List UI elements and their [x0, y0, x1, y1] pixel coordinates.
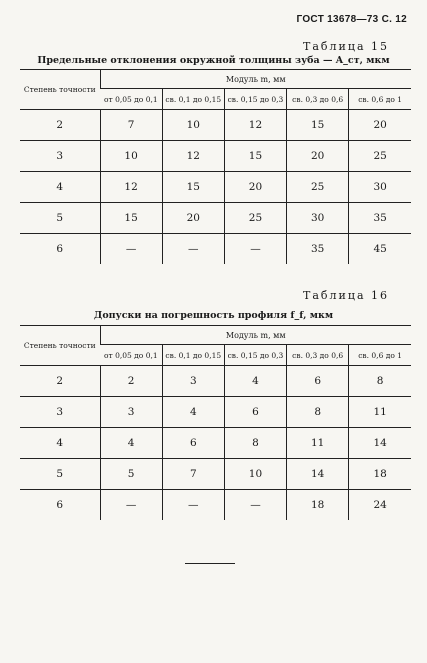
value-cell: 15: [224, 141, 286, 172]
value-cell: 5: [100, 459, 162, 490]
degree-cell: 3: [20, 141, 100, 172]
value-cell: 35: [287, 234, 349, 265]
value-cell: 4: [100, 428, 162, 459]
value-cell: 8: [224, 428, 286, 459]
value-cell: —: [100, 490, 162, 521]
value-cell: 14: [349, 428, 411, 459]
value-cell: 24: [349, 490, 411, 521]
table-16-caption: Допуски на погрешность профиля f_f, мкм: [93, 310, 334, 321]
table-16-label: Таблица 16: [303, 289, 389, 302]
range-header: св. 0,6 до 1: [349, 345, 411, 366]
value-cell: 18: [349, 459, 411, 490]
range-header: св. 0,15 до 0,3: [224, 345, 286, 366]
value-cell: 25: [287, 172, 349, 203]
table-15-label: Таблица 15: [303, 40, 389, 53]
value-cell: 20: [162, 203, 224, 234]
degree-cell: 6: [56, 499, 64, 511]
value-cell: —: [162, 490, 224, 521]
table-row: [20, 397, 411, 428]
table-row: [20, 172, 411, 203]
degree-cell: 2: [20, 110, 100, 141]
value-cell: 20: [224, 172, 286, 203]
value-cell: 11: [349, 397, 411, 428]
value-cell: 7: [100, 110, 162, 141]
value-cell: 15: [100, 203, 162, 234]
degree-cell: 5: [20, 203, 100, 234]
table-row: [20, 141, 411, 172]
value-cell: 45: [349, 234, 411, 265]
value-cell: 2: [100, 366, 162, 397]
value-cell: 15: [162, 172, 224, 203]
value-cell: 25: [349, 141, 411, 172]
page-header: ГОСТ 13678—73 С. 12: [296, 14, 407, 25]
value-cell: 25: [224, 203, 286, 234]
value-cell: 20: [349, 110, 411, 141]
range-header: св. 0,1 до 0,15: [162, 345, 224, 366]
table-row: [20, 110, 411, 141]
degree-cell: 4: [20, 172, 100, 203]
value-cell: 12: [162, 141, 224, 172]
value-cell: 3: [162, 366, 224, 397]
value-cell: 30: [287, 203, 349, 234]
value-cell: 10: [224, 459, 286, 490]
page-end-rule: [185, 563, 235, 564]
value-cell: 11: [287, 428, 349, 459]
value-cell: 20: [287, 141, 349, 172]
degree-cell: 4: [20, 428, 100, 459]
module-header: Модуль m, мм: [100, 326, 411, 345]
degree-cell: 5: [20, 459, 100, 490]
value-cell: 10: [100, 141, 162, 172]
degree-cell: 6: [56, 243, 64, 255]
value-cell: —: [162, 234, 224, 265]
table-15-caption: Предельные отклонения окружной толщины зуба — A_ст, мкм: [37, 55, 390, 66]
value-cell: 10: [162, 110, 224, 141]
range-header: св. 0,1 до 0,15: [162, 89, 224, 110]
degree-header: Степень точности: [20, 326, 100, 366]
value-cell: 6: [224, 397, 286, 428]
module-header: Модуль m, мм: [100, 70, 411, 89]
table-row: [20, 428, 411, 459]
value-cell: —: [224, 234, 286, 265]
table-row: [20, 366, 411, 397]
value-cell: 6: [162, 428, 224, 459]
value-cell: 7: [162, 459, 224, 490]
range-header: св. 0,3 до 0,6: [287, 345, 349, 366]
value-cell: —: [224, 490, 286, 521]
value-cell: 8: [349, 366, 411, 397]
degree-cell: 3: [20, 397, 100, 428]
range-header: св. 0,3 до 0,6: [287, 89, 349, 110]
range-header: от 0,05 до 0,1: [100, 345, 162, 366]
value-cell: 14: [287, 459, 349, 490]
table-row: [20, 490, 411, 521]
table-row: [20, 459, 411, 490]
value-cell: —: [100, 234, 162, 265]
value-cell: 3: [100, 397, 162, 428]
degree-header: Степень точности: [20, 70, 100, 110]
value-cell: 18: [287, 490, 349, 521]
value-cell: 30: [349, 172, 411, 203]
value-cell: 4: [224, 366, 286, 397]
value-cell: 12: [224, 110, 286, 141]
range-header: св. 0,15 до 0,3: [224, 89, 286, 110]
value-cell: 12: [100, 172, 162, 203]
value-cell: 4: [162, 397, 224, 428]
table-row: [20, 234, 411, 265]
table-row: [20, 203, 411, 234]
value-cell: 35: [349, 203, 411, 234]
degree-cell: 2: [20, 366, 100, 397]
table-15: [20, 69, 411, 264]
table-16: [20, 325, 411, 520]
value-cell: 15: [287, 110, 349, 141]
value-cell: 6: [287, 366, 349, 397]
value-cell: 8: [287, 397, 349, 428]
range-header: св. 0,6 до 1: [349, 89, 411, 110]
range-header: от 0,05 до 0,1: [100, 89, 162, 110]
